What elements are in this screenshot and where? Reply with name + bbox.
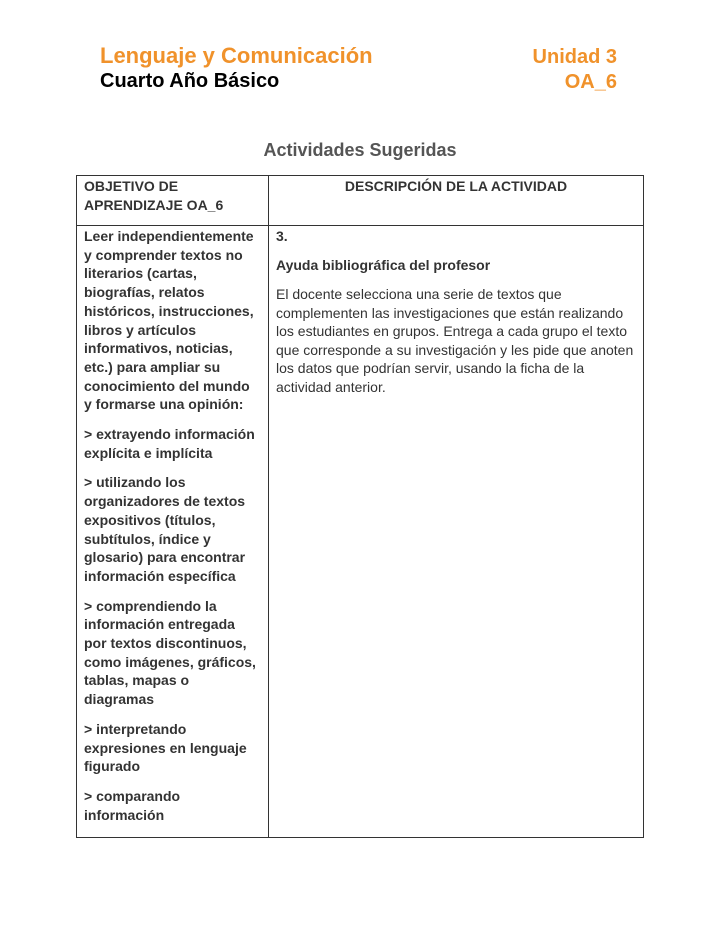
objective-header: OBJETIVO DE APRENDIZAJE OA_6 [84, 178, 224, 213]
objective-paragraph: > interpretando expresiones en lenguaje figurado [84, 720, 247, 775]
section-title: Actividades Sugeridas [263, 140, 457, 160]
objective-cell [77, 226, 269, 838]
objective-header-cell [77, 176, 269, 226]
activity-table [76, 175, 644, 838]
activity-number: 3. [276, 228, 288, 244]
objective-paragraph: > extrayendo información explícita e implícita [84, 426, 255, 461]
description-header: DESCRIPCIÓN DE LA ACTIVIDAD [344, 178, 568, 194]
objective-paragraph: Leer independientemente y comprender textos no literarios (cartas, biografías, relatos históricos, instrucciones, libros y artículos informativos, noticias, etc.) para ampliar su conocimiento del mundo y formarse una opinión: [84, 228, 254, 413]
description-header-cell [269, 176, 644, 226]
objective-text [77, 226, 268, 824]
oa-label: OA_6 [564, 71, 617, 93]
objective-paragraph: > utilizando los organizadores de textos expositivos (títulos, subtítulos, índice y glosario) para encontrar información específica [84, 474, 246, 584]
description-cell [269, 226, 644, 838]
page-header-right [533, 45, 617, 95]
activity-description [269, 226, 643, 397]
activity-title: Ayuda bibliográfica del profesor [276, 257, 491, 273]
subject-title: Lenguaje y Comunicación [100, 43, 373, 68]
unit-label: Unidad 3 [532, 46, 617, 68]
table-body-row [77, 226, 644, 838]
page-header-left [100, 43, 373, 93]
objective-paragraph: > comparando información [84, 787, 181, 823]
grade-title: Cuarto Año Básico [100, 70, 280, 92]
activity-text: El docente selecciona una serie de textos que complementen las investigaciones que están realizando los estudiantes en grupos. Entrega a cada grupo el texto que corresponde a su investigación y les pide que anoten los datos que podrían servir, usando la ficha de la actividad anterior. [276, 286, 634, 395]
table-header-row [77, 176, 644, 226]
objective-paragraph: > comprendiendo la información entregada por textos discontinuos, como imágenes, gráficos, tablas, mapas o diagramas [84, 597, 256, 708]
